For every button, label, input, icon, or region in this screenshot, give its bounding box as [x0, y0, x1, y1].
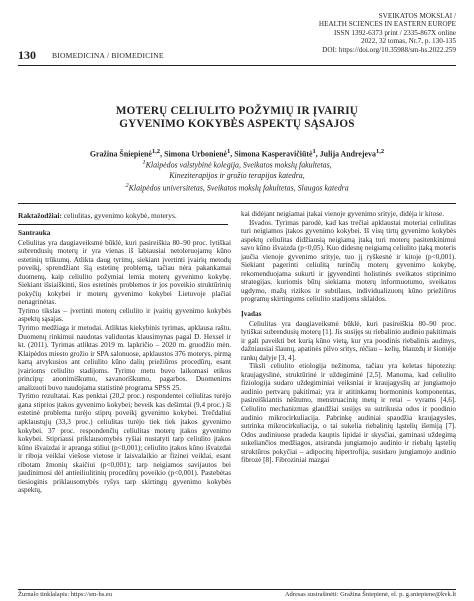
affiliation-1-text: Klaipėdos valstybinė kolegija, Sveikatos mokslų fakultetas, — [145, 160, 332, 170]
summary-heading: Santrauka — [18, 229, 51, 237]
author-separator: , — [160, 149, 165, 159]
right-column — [241, 210, 456, 465]
introduction-heading: Įvadas — [241, 310, 262, 319]
author-separator: , — [230, 149, 235, 159]
footer-rule — [18, 589, 456, 590]
left-column — [18, 226, 231, 495]
author-1-affil: 1,2 — [151, 148, 161, 155]
author-separator: , — [315, 149, 320, 159]
page-number: 130 — [18, 48, 36, 62]
author-2: Simona Urbonienė — [164, 149, 227, 159]
affiliation-1 — [0, 158, 474, 171]
journal-header — [216, 12, 456, 54]
article-title — [0, 105, 474, 131]
journal-website[interactable]: Žurnalo tinklalapis: https://sm-hs.eu — [18, 591, 113, 598]
introduction-paragraph-2: Tikslì celiulito etiologija nežinoma, tačiau yra keletas hipotezių: kraujagyslinė, struktūrinė ir uždegiminė [2,5]. Manoma, kad celiulito fiziologija sudaro uždegiminiai veiksniai ir kraujagyslių ar jungiamojo audinio pertvarų pakitimai; yra ir atitinkamų hormoninis komponentas, pasireiškiantis nėštumo, menstruacinių metų ir retai – vyrams [4,6]. Celiulito mechanizmas glaudžiai susijęs su sutrikusia odos ir poodinio audinio mikrocirkuliacija. Pabrinkę audiniai spaudžia kraujagysles, sutrinka mikrocirkuliacija, o tai sukelia riebalinių ląstelių išemiją [7]. Odos audiniuose pradeda kauptis lipidai ir skysčiai, gaminasi uždegimą sukeliančios medžiagos, atsiranda jungiamojo audinio ir riebalų ląstelių struktūros pokyčiai – adipocitų hipertrofija, susidaro jungiamojo audinio fibrozė [8]. Fibroziniai mazgai — [241, 362, 456, 465]
affiliation-2-mark: 2 — [125, 182, 129, 190]
summary-results: Tyrimo rezultatai. Kas penktai (20,2 proc.) respondentei celiulitas turėjo gana stiprios įtakos gyvenimo kokybei; beveik kas dešimtai (9,4 proc.) ši estetinė problema turėjo stiprų poveikį gyvenimo kokybei. Trečdaliui apklaustųjų (33,3 proc.) celiulitas turėjo tiek tiek įtakos gyvenimo kokybei. 37 proc. respondenčių celiulitas moterų įtakos gyvenimo kokybei. Stipriausi priklausomybės ryšiai nustatyti tarp celiulito įtakos kūno išvaizdai ir apranga stiliui (p<0,001); celiulito įtakos kūno išvaizdai ir riboja veiklai viešose vietose ir laisvalaikio ar fizinei veiklai, esant ribotam žmonių skaičiui (p<0,001); tarp neigiamos savijautos bei jaudinimosi dėl antieiliulitinių procedūrų poveikio (p<0,001). Pastebėtas tiesioginis priklausomybės ryšys tarp skirtingų gyvenimo kokybės aspektų, — [18, 392, 231, 495]
author-4-affil: 1,2 — [375, 148, 385, 155]
author-4: Julija Andrejeva — [319, 149, 376, 159]
affiliation-2-text: Klaipėdos universitetas, Sveikatos mokslų fakultetas, Slaugos katedra — [128, 183, 349, 193]
journal-title-lt: SVEIKATOS MOKSLAI / — [378, 12, 456, 20]
keywords-label: Raktažodžiai: — [18, 211, 62, 220]
keywords-rule — [18, 224, 228, 225]
author-2-affil: 1 — [226, 148, 231, 155]
journal-issn: ISSN 1392-6373 print / 2335-867X online — [334, 28, 456, 37]
journal-volume: 2022, 32 tomas, Nr.7, p. 130-135 — [360, 37, 456, 46]
title-block-rule — [18, 203, 456, 204]
journal-title-en: HEALTH SCIENCES IN EASTERN EUROPE — [318, 20, 456, 29]
affiliation-1-dept: Kineziterapijos ir grožio terapijos katedra, — [169, 170, 305, 180]
summary-conclusions: Išvados. Tyrimas parodė, kad kas trečiai apklaustai moteriai celiulitas turi neigiamos įtakos gyvenimo kokybei. Iš visų tirtų gyvenimo kokybės aspektų celiulitas didžiausią neigiamą įtaką turi moterų pasitenkinimui savo kūno išvaizda (p<0,05). Kuo didesnę neigiamą celiulito įtaką moteris jaučia vienoje gyvenimo srityje, tuo jį ryškesnė ir kitoje (p<0,001). Siekiant pagerinti celiulitą turinčių moterų gyvenimo kokybę, rekomenduojama sukurti ir įgyvendinti holistinės sveikatos stiprinimo strategijas, kuriomis būtų siekiama moterų informuotumo, sveikatos ugdymo, mažų rizikos ir subtilaus, individualizuotų kūno priežiūros programų skirtingoms celiulito stadijoms sklaidos. — [241, 218, 456, 304]
correspondence-address[interactable]: Adresas susirašinėti: Gražina Šniepienė, el. p. g.sniepiene@kvk.lt — [284, 591, 456, 598]
author-3-affil: 1 — [312, 148, 316, 155]
introduction-paragraph-1: Celiulitas yra daugiaveiksmė būklė, kuri pasireiškia 80–90 proc. lytiškai subrendusių moterų [1]. Jis susijęs su riebalinio audinio pakitimais ir gali paveikti bet kurią kūno vietą, kur yra poodinis riebalinis audinys, dažniausiai šlaunų, apatinės pilvo sritys, rėčiau – kelių, blauzdų ir šioniėje rankų dalyje [3, 4]. — [241, 319, 456, 362]
keywords-text: celiulitas, gyvenimo kokybė, moterys. — [61, 211, 177, 220]
results-continuation: kai didėjant neigiamai įtakai vienoje gyvenimo srityje, didėja ir kitose. — [241, 210, 444, 218]
keywords — [18, 211, 177, 220]
summary-aim: Tyrimo tikslas – įvertinti moterų celiulito ir įvairių gyvenimo kokybės aspektų sąsajas. — [18, 306, 231, 324]
affiliation-2 — [0, 181, 474, 194]
running-head: BIOMEDICINA / BIOMEDICINE — [52, 51, 164, 60]
affiliation-1-mark: 1 — [142, 159, 146, 166]
author-1: Gražina Šniepienė — [89, 149, 152, 159]
summary-methods: Tyrimo medžiaga ir metodai. Atliktas kiekybinis tyrimas, apklausa raštu. Duomenų rinkimui naudotas validuotas klausimynas pagal D. Hexsel ir kt. (2011). Tyrimas atliktas 2019 m. lapkričio – 2020 m. gruodžio mėn. Klaipėdos miesto grožio ir SPA salonuose, apklaustos 376 moterys, pirmą kartą atvykusios ant celiulito kūno dalių priežiūros procedūrų, esant įvairioms celiulito stadijoms. Tyrimo metu buvo laikomasi etikos principų: anonimiškumo, savanoriškumo, pagarbos. Duomenims analizuoti buvo naudojama statistinė programa SPSS 25. — [18, 324, 231, 392]
summary-paragraph: Celiulitas yra daugiaveiksmė būklė, kuri pasireiškia 80–90 proc. lytiškai subrendusių moterų ir yra vienas iš labiausiai netoleruojamų kūno estetinių trūkumų. Atlikta daug tyrimų, siekiant įvertinti įvairių metodų poveikį, sprendžiant šią estetinę problemą, tačiau nėra pakankamai duomenų, kaip celiulito požymiai lemia moterų gyvenimo kokybę. Siekiant išsiaiškinti, šios estetinės problemos ir jos poveikio struktūrinių pokyčių kokybei ir moterų gyvenimo kokybei Lietuvoje plačiai nenagrinėtas. — [18, 238, 231, 307]
author-3: Simona Kasperavičiūtė — [234, 149, 313, 159]
header-rule — [18, 65, 456, 66]
title-line-2: GYVENIMO KOKYBĖS ASPEKTŲ SĄSAJOS — [119, 118, 355, 130]
affiliations — [0, 158, 474, 194]
journal-doi[interactable]: DOI: https://doi.org/10.35988/sm-hs.2022.259 — [322, 45, 456, 54]
title-line-1: MOTERŲ CELIULITO POŽYMIŲ IR ĮVAIRIŲ — [115, 105, 359, 117]
